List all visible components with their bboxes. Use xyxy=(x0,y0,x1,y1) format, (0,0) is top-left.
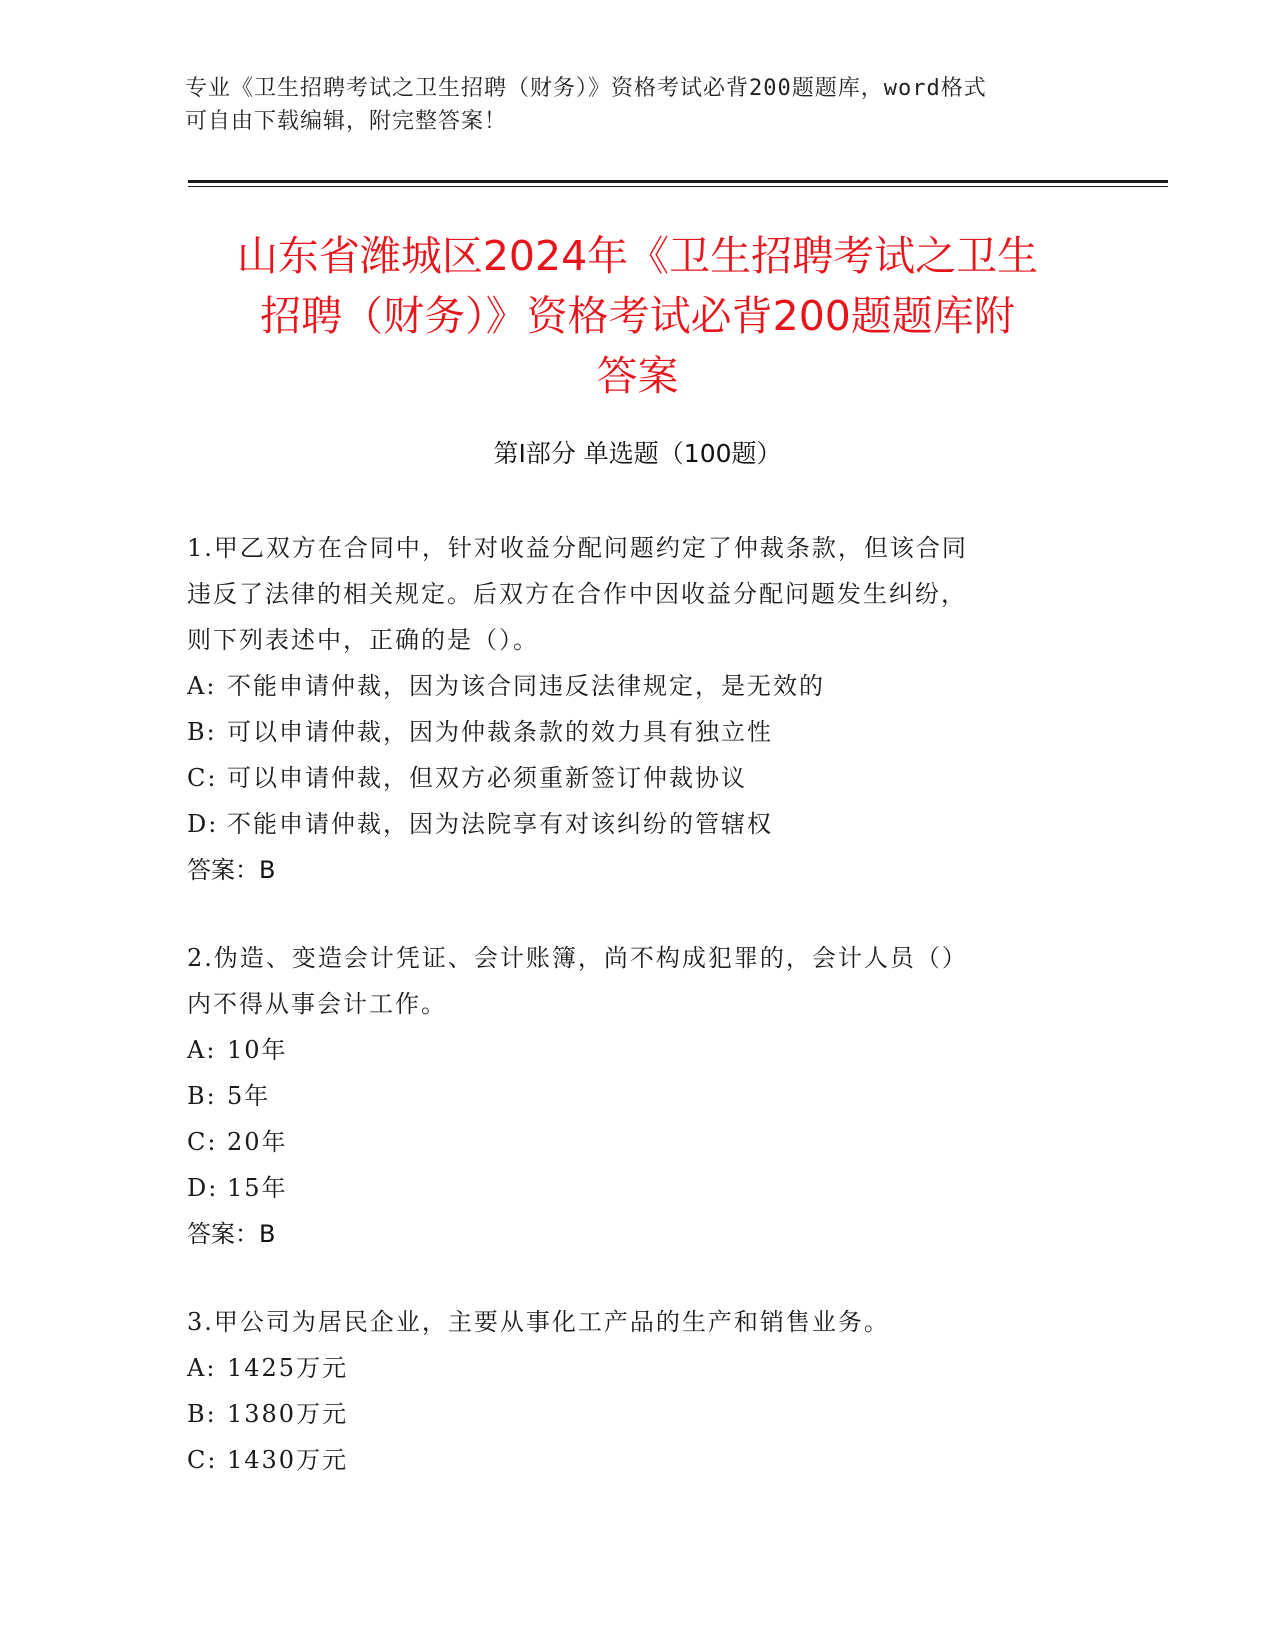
option-key: C: xyxy=(187,1128,218,1156)
option-b xyxy=(187,1073,1067,1119)
option-key: C: xyxy=(187,1446,218,1474)
question-stem-line: 2.伪造、变造会计凭证、会计账簿，尚不构成犯罪的，会计人员（） xyxy=(187,944,968,972)
option-text: 1380万元 xyxy=(227,1400,349,1428)
option-text: 可以申请仲裁，因为仲裁条款的效力具有独立性 xyxy=(227,718,773,746)
question-stem-line: 则下列表述中，正确的是（）。 xyxy=(187,626,539,654)
question-stem-line: 内不得从事会计工作。 xyxy=(187,990,447,1018)
option-key: D: xyxy=(187,1174,219,1202)
option-d xyxy=(187,1165,1067,1211)
header-note xyxy=(185,72,1065,138)
option-c xyxy=(187,1437,1067,1483)
option-text: 20年 xyxy=(227,1128,288,1156)
option-key: B: xyxy=(187,1400,217,1428)
question-item xyxy=(187,935,1067,1257)
section-heading: 第Ⅰ部分 单选题（100题） xyxy=(493,439,782,468)
answer-line: 答案：B xyxy=(187,856,276,884)
option-key: A: xyxy=(187,672,217,700)
option-text: 不能申请仲裁，因为该合同违反法律规定，是无效的 xyxy=(227,672,825,700)
header-note-line: 可自由下载编辑，附完整答案！ xyxy=(185,109,508,134)
question-stem-line: 违反了法律的相关规定。后双方在合作中因收益分配问题发生纠纷， xyxy=(187,580,967,608)
question-list xyxy=(187,525,1067,1483)
option-key: C: xyxy=(187,764,218,792)
option-a xyxy=(187,1345,1067,1391)
option-key: B: xyxy=(187,1082,217,1110)
option-text: 5年 xyxy=(227,1082,271,1110)
option-text: 不能申请仲裁，因为法院享有对该纠纷的管辖权 xyxy=(227,810,773,838)
option-c xyxy=(187,755,1067,801)
question-spacer xyxy=(187,1257,1067,1299)
option-key: D: xyxy=(187,810,219,838)
option-text: 1425万元 xyxy=(227,1354,349,1382)
option-key: A: xyxy=(187,1036,217,1064)
option-key: B: xyxy=(187,718,217,746)
header-divider-thick xyxy=(188,180,1168,183)
option-a xyxy=(187,663,1067,709)
option-a xyxy=(187,1027,1067,1073)
option-key: A: xyxy=(187,1354,217,1382)
option-b xyxy=(187,1391,1067,1437)
option-text: 可以申请仲裁，但双方必须重新签订仲裁协议 xyxy=(227,764,747,792)
option-text: 10年 xyxy=(227,1036,288,1064)
question-item xyxy=(187,1299,1067,1483)
question-stem-line: 3.甲公司为居民企业，主要从事化工产品的生产和销售业务。 xyxy=(187,1308,890,1336)
question-stem-line: 1.甲乙双方在合同中，针对收益分配问题约定了仲裁条款，但该合同 xyxy=(187,534,968,562)
title-line: 招聘（财务）》资格考试必背200题题库附 xyxy=(260,292,1015,340)
option-c xyxy=(187,1119,1067,1165)
question-item xyxy=(187,525,1067,893)
title-line: 山东省潍城区2024年《卫生招聘考试之卫生 xyxy=(236,232,1039,280)
question-spacer xyxy=(187,893,1067,935)
option-b xyxy=(187,709,1067,755)
option-text: 15年 xyxy=(227,1174,288,1202)
header-note-line: 专业《卫生招聘考试之卫生招聘（财务）》资格考试必背200题题库，word格式 xyxy=(185,76,987,101)
header-divider-thin xyxy=(188,186,1168,187)
option-d xyxy=(187,801,1067,847)
document-title xyxy=(175,226,1100,406)
title-line: 答案 xyxy=(596,352,679,400)
answer-line: 答案：B xyxy=(187,1220,276,1248)
option-text: 1430万元 xyxy=(227,1446,349,1474)
